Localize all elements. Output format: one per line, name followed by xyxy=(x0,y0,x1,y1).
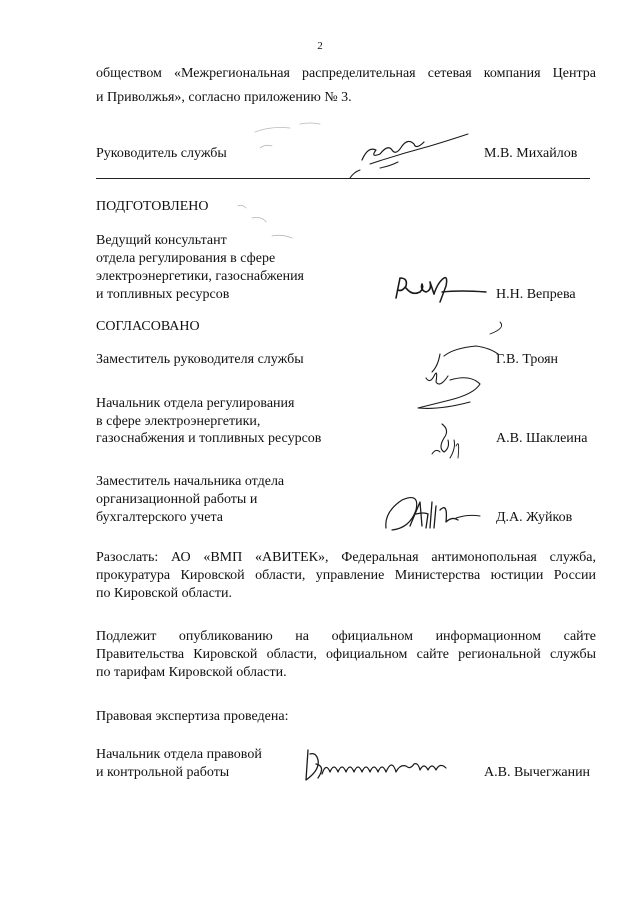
legal-name: А.В. Вычегжанин xyxy=(484,765,591,780)
signature-mikhailov xyxy=(340,124,500,182)
head-title: Руководитель службы xyxy=(96,146,227,161)
stamp-marks xyxy=(250,118,350,158)
agreed-3-name: Д.А. Жуйков xyxy=(496,510,573,525)
agreed-3-line-3: бухгалтерского учета xyxy=(96,510,223,525)
intro-line-2: и Приволжья», согласно приложению № 3. xyxy=(96,90,352,105)
agreed-3-line-2: организационной работы и xyxy=(96,492,258,507)
signature-zhuykov xyxy=(380,488,496,538)
prepared-line-2: отдела регулирования в сфере xyxy=(96,251,276,266)
publication-line-2: Правительства Кировской области, официальном сайте региональной службы xyxy=(96,647,596,662)
legal-line-1: Начальник отдела правовой xyxy=(96,747,262,762)
agreed-2-line-1: Начальник отдела регулирования xyxy=(96,396,295,411)
agreed-2-line-2: в сфере электроэнергетики, xyxy=(96,414,261,429)
prepared-line-3: электроэнергетики, газоснабжения xyxy=(96,269,304,284)
agreed-1-line-1: Заместитель руководителя службы xyxy=(96,352,304,367)
prepared-name: Н.Н. Вепрева xyxy=(496,287,576,302)
legal-note: Правовая экспертиза проведена: xyxy=(96,709,289,724)
agreed-3-line-1: Заместитель начальника отдела xyxy=(96,474,285,489)
signature-shakleina xyxy=(420,418,480,468)
prepared-heading: ПОДГОТОВЛЕНО xyxy=(96,199,209,214)
prepared-line-4: и топливных ресурсов xyxy=(96,287,230,302)
signature-troyan xyxy=(410,318,520,418)
agreed-2-name: А.В. Шаклеина xyxy=(496,431,588,446)
agreed-heading: СОГЛАСОВАНО xyxy=(96,319,200,334)
prepared-line-1: Ведущий консультант xyxy=(96,233,227,248)
distribution-line-2: прокуратура Кировской области, управление Министерства юстиции России xyxy=(96,568,596,583)
separator-line xyxy=(96,178,590,179)
publication-line-3: по тарифам Кировской области. xyxy=(96,665,287,680)
legal-line-2: и контрольной работы xyxy=(96,765,230,780)
distribution-line-1: Разослать: АО «ВМП «АВИТЕК», Федеральная антимонопольная служба, xyxy=(96,550,596,565)
stamp-marks xyxy=(232,196,312,246)
page-number: 2 xyxy=(317,40,323,52)
head-name: М.В. Михайлов xyxy=(484,146,578,161)
intro-line-1: обществом «Межрегиональная распределительная сетевая компания Центра xyxy=(96,66,596,81)
agreed-2-line-3: газоснабжения и топливных ресурсов xyxy=(96,431,322,446)
publication-line-1: Подлежит опубликованию на официальном информационном сайте xyxy=(96,629,596,644)
signature-vepreva xyxy=(390,272,490,306)
signature-vychegzhanin xyxy=(300,740,460,788)
agreed-1-name: Г.В. Троян xyxy=(496,352,559,367)
distribution-line-3: по Кировской области. xyxy=(96,586,232,601)
